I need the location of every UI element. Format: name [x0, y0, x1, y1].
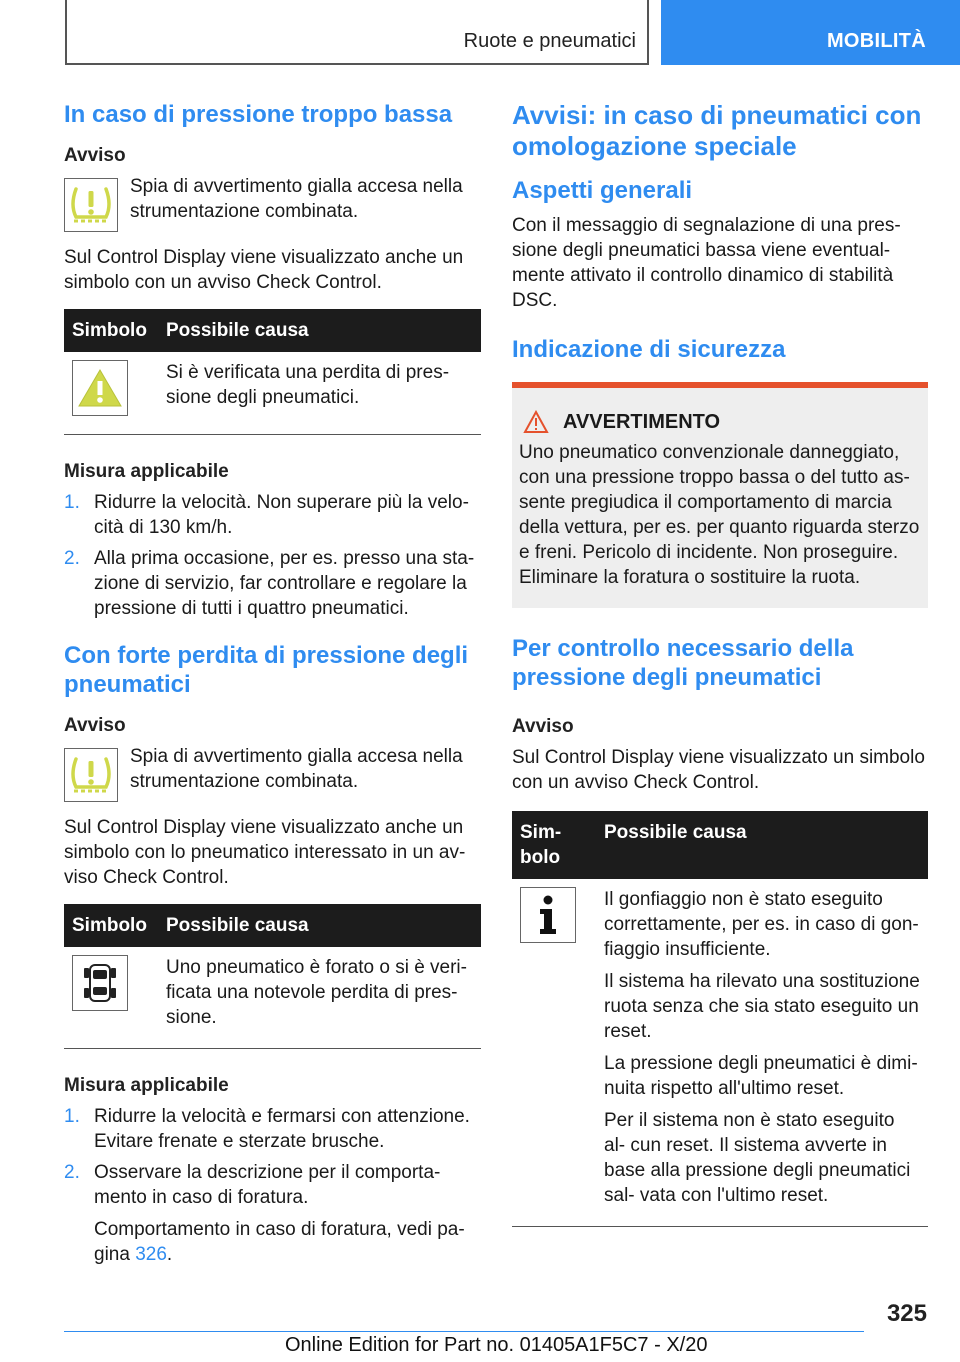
header-chapter-label: MOBILITÀ	[826, 30, 926, 52]
subsection-safety: Indicazione di sicurezza	[512, 336, 786, 363]
paragraph: Con il messaggio di segnalazione di una pres- sione degli pneumatici bassa viene eventual- mente attivato il controllo dinamico di stabilità DSC.	[512, 215, 901, 311]
notice-text: Spia di avvertimento gialla accesa nella strumentazione combinata.	[130, 176, 463, 222]
table-row	[64, 947, 481, 1049]
measure-title: Misura applicabile	[64, 461, 229, 482]
list-item: 2. Osservare la descrizione per il comporta- mento in caso di foratura. Comportamento in caso di foratura, vedi pa- gina 326.	[64, 1162, 465, 1265]
table-header-symbol: Sim- bolo	[512, 811, 596, 879]
notice-label: Avviso	[64, 145, 126, 166]
table-cause-text: Si è verificata una perdita di pres- sione degli pneumatici.	[166, 362, 450, 408]
list-item: 2. Alla prima occasione, per es. presso una sta- zione di servizio, far controllare e regolare la pressione di tutti i quattro pneumatici.	[64, 548, 475, 619]
symbol-table	[64, 904, 481, 1049]
header-border-bottom	[65, 63, 649, 65]
tire-pressure-warning-icon	[64, 178, 118, 232]
flat-tire-car-icon	[72, 955, 128, 1011]
tire-pressure-warning-icon	[64, 748, 118, 802]
right-column	[512, 100, 928, 1227]
table-header-cause: Possibile causa	[158, 904, 481, 947]
info-icon	[520, 887, 576, 943]
section-title-strong-loss: Con forte perdita di pressione degli pneumatici	[64, 642, 469, 698]
notice-row	[64, 174, 481, 232]
header-border-divider	[647, 0, 649, 64]
header-section-title: Ruote e pneumatici	[463, 30, 636, 52]
header-chapter-tab[interactable]	[661, 0, 960, 65]
warning-triangle-icon	[72, 360, 128, 416]
table-header-cause: Possibile causa	[596, 811, 928, 879]
notice-text: Spia di avvertimento gialla accesa nella strumentazione combinata.	[130, 746, 463, 792]
footer-divider	[64, 1331, 864, 1332]
alert-triangle-icon	[523, 410, 549, 434]
subsection-general: Aspetti generali	[512, 177, 693, 204]
table-row	[512, 879, 928, 1227]
page-reference-link[interactable]: 326	[135, 1244, 167, 1265]
table-cause-text: Il sistema ha rilevato una sostituzione ruota senza che sia stato eseguito un reset.	[604, 971, 920, 1042]
subsection-pressure-check: Per controllo necessario della pressione degli pneumatici	[512, 635, 854, 691]
table-cause-text: Il gonfiaggio non è stato eseguito correttamente, per es. in caso di gon- fiaggio insufficiente.	[604, 889, 919, 960]
section-title-special-tires: Avvisi: in caso di pneumatici con omologazione speciale	[512, 100, 922, 161]
warning-text: Uno pneumatico convenzionale danneggiato, con una pressione troppo bassa o del tutto as- sente pregiudica il comportamento di marcia della vettura, per es. per quanto riguarda sterzo e freni. Pericolo di incidente. Non proseguire. Eliminare la foratura o sostituire la ruota.	[519, 442, 920, 588]
notice-row	[64, 744, 481, 802]
list-item: 1. Ridurre la velocità. Non superare più la velo- cità di 130 km/h.	[64, 492, 469, 538]
paragraph: Sul Control Display viene visualizzato anche un simbolo con un avviso Check Control.	[64, 247, 464, 293]
page-number: 325	[886, 1300, 927, 1327]
table-row	[64, 352, 481, 435]
symbol-table	[64, 309, 481, 435]
notice-label: Avviso	[512, 716, 574, 737]
symbol-table	[512, 811, 928, 1227]
header-border-left	[65, 0, 67, 64]
table-cause-text: Uno pneumatico è forato o si è veri- ficata una notevole perdita di pres- sione.	[166, 957, 467, 1028]
table-header-symbol: Simbolo	[64, 904, 158, 947]
measure-title: Misura applicabile	[64, 1075, 229, 1096]
table-cause-text: La pressione degli pneumatici è dimi- nuita rispetto all'ultimo reset.	[604, 1053, 918, 1099]
paragraph: Sul Control Display viene visualizzato anche un simbolo con lo pneumatico interessato in un av- viso Check Control.	[64, 817, 466, 888]
measure-list	[64, 1104, 481, 1267]
table-header-symbol: Simbolo	[64, 309, 158, 352]
section-title-low-pressure: In caso di pressione troppo bassa	[64, 101, 453, 128]
footer-edition: Online Edition for Part no. 01405A1F5C7 - X/20	[285, 1334, 708, 1356]
paragraph: Sul Control Display viene visualizzato un simbolo con un avviso Check Control.	[512, 747, 925, 793]
table-header-cause: Possibile causa	[158, 309, 481, 352]
warning-box	[512, 382, 928, 608]
list-item: 1. Ridurre la velocità e fermarsi con attenzione. Evitare frenate e sterzate brusche.	[64, 1106, 470, 1152]
left-column	[64, 100, 481, 1273]
table-cause-text: Per il sistema non è stato eseguito al- cun reset. Il sistema avverte in base alla pressione degli pneumatici sal- vata con l'ultimo reset.	[604, 1110, 911, 1206]
warning-title: AVVERTIMENTO	[563, 410, 721, 433]
measure-list	[64, 490, 481, 621]
notice-label: Avviso	[64, 715, 126, 736]
